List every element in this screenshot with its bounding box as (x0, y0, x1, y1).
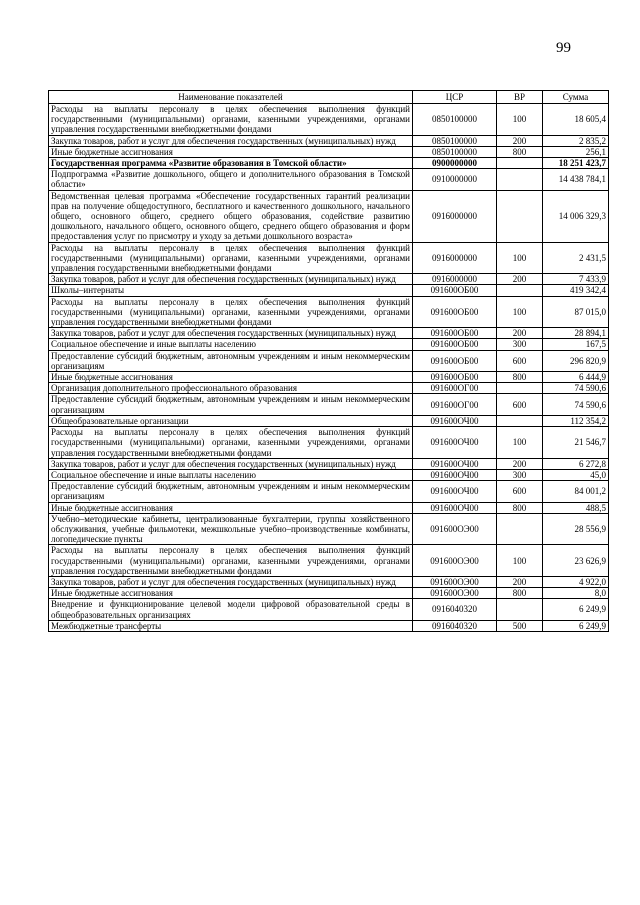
row-csr: 091600ОБ00 (413, 372, 497, 383)
row-sum: 74 590,6 (543, 394, 609, 415)
row-vr (497, 190, 543, 242)
table-row (49, 620, 609, 631)
row-csr: 0916000000 (413, 274, 497, 285)
row-sum: 488,5 (543, 502, 609, 513)
row-name: Расходы на выплаты персоналу в целях обеспечения выполнения функций государственными (муниципальными) органами, казенными учреждениями, органами управления государственными внебюджетными фондами (49, 296, 413, 328)
table-row (49, 146, 609, 157)
table-row (49, 415, 609, 426)
row-name: Социальное обеспечение и иные выплаты населению (49, 339, 413, 350)
table-row (49, 350, 609, 371)
table-row (49, 296, 609, 328)
table-header-row (49, 91, 609, 104)
row-sum: 18 251 423,7 (543, 158, 609, 169)
row-sum: 14 006 329,3 (543, 190, 609, 242)
row-sum: 14 438 784,1 (543, 169, 609, 190)
row-vr: 300 (497, 339, 543, 350)
table-row (49, 190, 609, 242)
row-csr: 091600ОГ00 (413, 394, 497, 415)
row-vr: 200 (497, 328, 543, 339)
header-sum: Сумма (543, 91, 609, 104)
row-vr: 800 (497, 372, 543, 383)
table-row (49, 158, 609, 169)
row-vr (497, 513, 543, 545)
row-name: Расходы на выплаты персоналу в целях обеспечения выполнения функций государственными (муниципальными) органами, казенными учреждениями, органами управления государственными внебюджетными фондами (49, 427, 413, 459)
row-vr (497, 383, 543, 394)
row-name: Предоставление субсидий бюджетным, автономным учреждениям и иным некоммерческим организациям (49, 394, 413, 415)
row-vr: 600 (497, 481, 543, 502)
row-sum: 28 894,1 (543, 328, 609, 339)
table-row (49, 383, 609, 394)
row-sum: 7 433,9 (543, 274, 609, 285)
table-row (49, 394, 609, 415)
table-row (49, 135, 609, 146)
row-name: Государственная программа «Развитие образования в Томской области» (49, 158, 413, 169)
row-csr: 0916040320 (413, 620, 497, 631)
row-sum: 18 605,4 (543, 104, 609, 136)
row-sum: 8,0 (543, 588, 609, 599)
table-row (49, 242, 609, 274)
table-row (49, 372, 609, 383)
row-sum: 6 272,8 (543, 458, 609, 469)
row-csr: 0916040320 (413, 599, 497, 620)
row-vr: 800 (497, 502, 543, 513)
table-row (49, 169, 609, 190)
row-sum: 419 342,4 (543, 285, 609, 296)
row-csr: 0850100000 (413, 104, 497, 136)
row-name: Социальное обеспечение и иные выплаты населению (49, 469, 413, 480)
row-vr: 100 (497, 104, 543, 136)
row-vr: 500 (497, 620, 543, 631)
table-row (49, 576, 609, 587)
row-vr: 800 (497, 588, 543, 599)
row-name: Внедрение и функционирование целевой модели цифровой образовательной среды в общеобразовательных организациях (49, 599, 413, 620)
table-row (49, 458, 609, 469)
row-sum: 296 820,9 (543, 350, 609, 371)
header-vr: ВР (497, 91, 543, 104)
row-name: Школы–интернаты (49, 285, 413, 296)
table-row (49, 274, 609, 285)
header-csr: ЦСР (413, 91, 497, 104)
row-vr (497, 158, 543, 169)
row-name: Учебно–методические кабинеты, централизованные бухгалтерии, группы хозяйственного обслуживания, учебные фильмотеки, межшкольные учебно–производственные комбинаты, логопедические пункты (49, 513, 413, 545)
row-name: Закупка товаров, работ и услуг для обеспечения государственных (муниципальных) нужд (49, 274, 413, 285)
row-csr: 0916000000 (413, 190, 497, 242)
row-vr: 600 (497, 394, 543, 415)
row-name: Ведомственная целевая программа «Обеспечение государственных гарантий реализации прав на получение общедоступного, бесплатного и качественного дошкольного, начального общего, основного общего, среднего общего образования, содействие развитию дошкольного, начального общего, основного общего, среднего общего образования и форм предоставления услуг по присмотру и уходу за детьми дошкольного возраста» (49, 190, 413, 242)
page-number: 99 (556, 40, 571, 56)
row-csr: 091600ОЧ00 (413, 502, 497, 513)
row-sum: 84 001,2 (543, 481, 609, 502)
row-csr: 091600ОЭ00 (413, 576, 497, 587)
table-row (49, 328, 609, 339)
table-row (49, 339, 609, 350)
row-sum: 6 444,9 (543, 372, 609, 383)
table-row (49, 513, 609, 545)
row-csr: 091600ОЧ00 (413, 481, 497, 502)
row-vr (497, 169, 543, 190)
row-vr: 800 (497, 146, 543, 157)
row-csr: 091600ОБ00 (413, 339, 497, 350)
row-csr: 091600ОБ00 (413, 328, 497, 339)
row-sum: 87 015,0 (543, 296, 609, 328)
row-sum: 2 835,2 (543, 135, 609, 146)
row-name: Межбюджетные трансферты (49, 620, 413, 631)
row-name: Закупка товаров, работ и услуг для обеспечения государственных (муниципальных) нужд (49, 135, 413, 146)
row-csr: 091600ОЧ00 (413, 469, 497, 480)
row-name: Общеобразовательные организации (49, 415, 413, 426)
row-sum: 167,5 (543, 339, 609, 350)
row-vr (497, 415, 543, 426)
row-name: Закупка товаров, работ и услуг для обеспечения государственных (муниципальных) нужд (49, 576, 413, 587)
table-row (49, 481, 609, 502)
row-csr: 0850100000 (413, 146, 497, 157)
row-vr: 600 (497, 350, 543, 371)
row-csr: 091600ОГ00 (413, 383, 497, 394)
row-vr (497, 285, 543, 296)
row-vr: 100 (497, 242, 543, 274)
row-csr: 091600ОЭ00 (413, 545, 497, 577)
row-csr: 0910000000 (413, 169, 497, 190)
row-sum: 4 922,0 (543, 576, 609, 587)
table-row (49, 469, 609, 480)
row-vr: 200 (497, 576, 543, 587)
row-name: Предоставление субсидий бюджетным, автономным учреждениям и иным некоммерческим организациям (49, 350, 413, 371)
row-name: Иные бюджетные ассигнования (49, 502, 413, 513)
row-vr: 100 (497, 427, 543, 459)
row-name: Расходы на выплаты персоналу в целях обеспечения выполнения функций государственными (муниципальными) органами, казенными учреждениями, органами управления государственными внебюджетными фондами (49, 545, 413, 577)
row-sum: 6 249,9 (543, 620, 609, 631)
row-name: Организация дополнительного профессионального образования (49, 383, 413, 394)
row-vr (497, 599, 543, 620)
table-row (49, 427, 609, 459)
row-sum: 74 590,6 (543, 383, 609, 394)
row-csr: 0900000000 (413, 158, 497, 169)
row-csr: 0916000000 (413, 242, 497, 274)
row-sum: 112 354,2 (543, 415, 609, 426)
row-csr: 091600ОЧ00 (413, 415, 497, 426)
row-vr: 200 (497, 135, 543, 146)
row-name: Иные бюджетные ассигнования (49, 146, 413, 157)
row-csr: 091600ОЭ00 (413, 588, 497, 599)
row-vr: 200 (497, 458, 543, 469)
row-csr: 0850100000 (413, 135, 497, 146)
row-name: Расходы на выплаты персоналу в целях обеспечения выполнения функций государственными (муниципальными) органами, казенными учреждениями, органами управления государственными внебюджетными фондами (49, 104, 413, 136)
row-sum: 256,1 (543, 146, 609, 157)
table-row (49, 545, 609, 577)
row-csr: 091600ОЧ00 (413, 427, 497, 459)
row-name: Подпрограмма «Развитие дошкольного, общего и дополнительного образования в Томской области» (49, 169, 413, 190)
row-sum: 21 546,7 (543, 427, 609, 459)
row-csr: 091600ОЧ00 (413, 458, 497, 469)
table-row (49, 599, 609, 620)
table-row (49, 588, 609, 599)
header-name: Наименование показателей (49, 91, 413, 104)
row-vr: 100 (497, 296, 543, 328)
row-sum: 45,0 (543, 469, 609, 480)
row-vr: 300 (497, 469, 543, 480)
row-csr: 091600ОБ00 (413, 296, 497, 328)
row-sum: 28 556,9 (543, 513, 609, 545)
row-name: Закупка товаров, работ и услуг для обеспечения государственных (муниципальных) нужд (49, 458, 413, 469)
row-name: Расходы на выплаты персоналу в целях обеспечения выполнения функций государственными (муниципальными) органами, казенными учреждениями, органами управления государственными внебюджетными фондами (49, 242, 413, 274)
row-csr: 091600ОБ00 (413, 285, 497, 296)
row-name: Иные бюджетные ассигнования (49, 588, 413, 599)
row-csr: 091600ОЭ00 (413, 513, 497, 545)
row-sum: 6 249,9 (543, 599, 609, 620)
row-name: Закупка товаров, работ и услуг для обеспечения государственных (муниципальных) нужд (49, 328, 413, 339)
table-row (49, 502, 609, 513)
row-vr: 100 (497, 545, 543, 577)
row-sum: 2 431,5 (543, 242, 609, 274)
row-csr: 091600ОБ00 (413, 350, 497, 371)
row-vr: 200 (497, 274, 543, 285)
row-name: Иные бюджетные ассигнования (49, 372, 413, 383)
row-sum: 23 626,9 (543, 545, 609, 577)
row-name: Предоставление субсидий бюджетным, автономным учреждениям и иным некоммерческим организациям (49, 481, 413, 502)
table-row (49, 285, 609, 296)
table-row (49, 104, 609, 136)
budget-table (48, 90, 609, 632)
